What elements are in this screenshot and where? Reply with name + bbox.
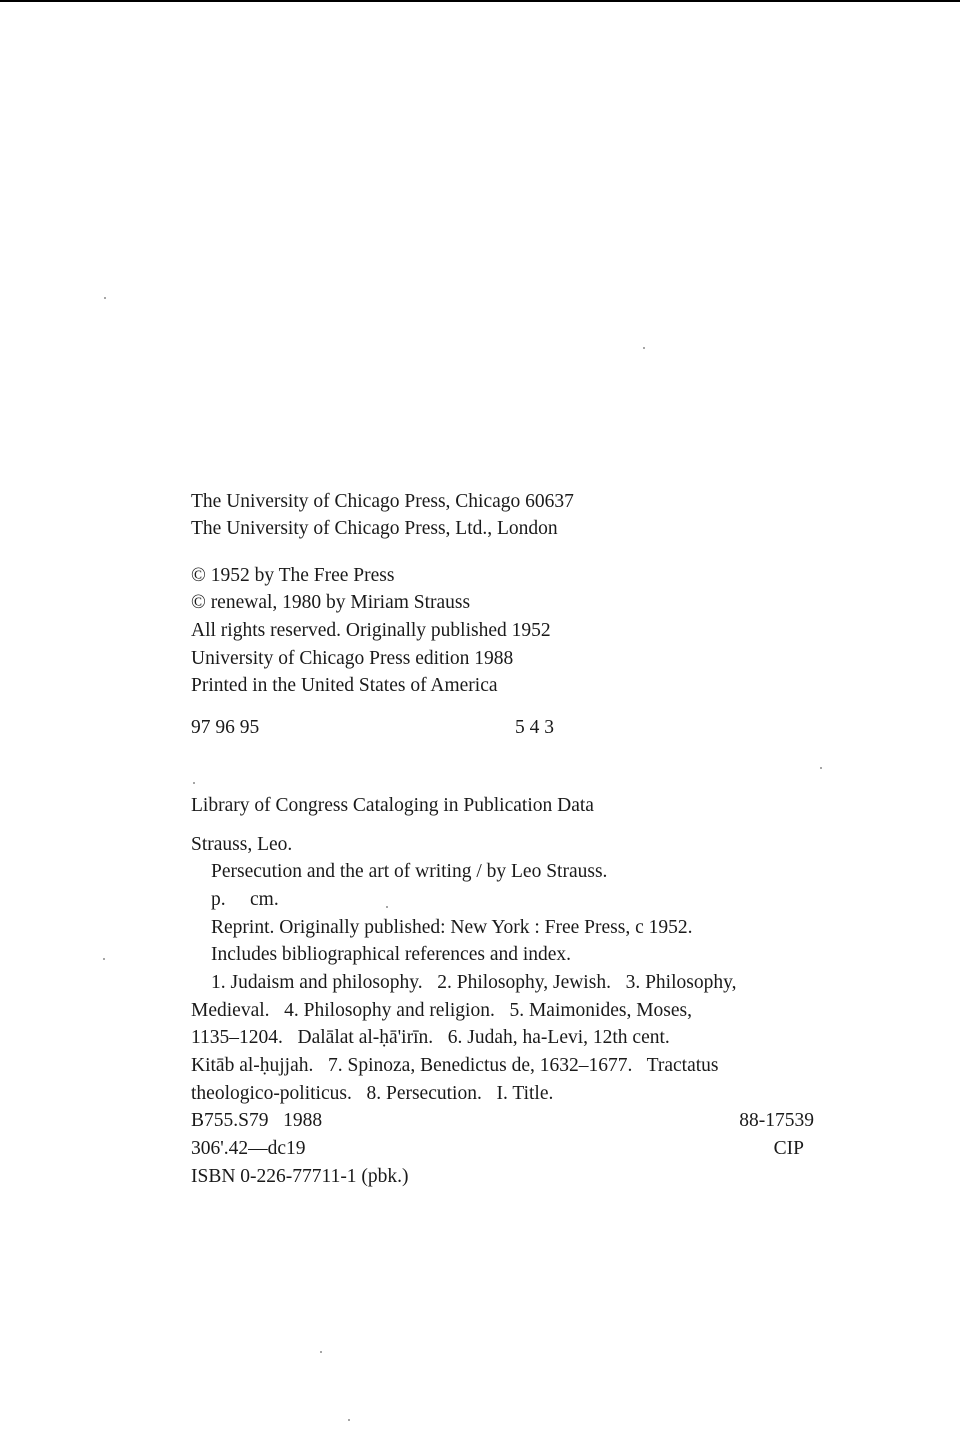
scan-speck xyxy=(348,1419,350,1421)
scan-speck xyxy=(820,767,822,769)
cip-label: CIP xyxy=(773,1138,804,1159)
cip-reprint-note: Reprint. Originally published: New York : Free Press, c 1952. xyxy=(211,917,693,938)
cip-subject-line: Kitāb al-ḥujjah. 7. Spinoza, Benedictus de, 1632–1677. Tractatus xyxy=(191,1055,719,1076)
cip-physical-description: p. cm. xyxy=(211,889,279,910)
printing-years: 97 96 95 xyxy=(191,717,260,738)
cip-dewey-number: 306'.42—dc19 xyxy=(191,1138,306,1159)
scan-speck xyxy=(103,958,105,960)
cip-subject-line: 1135–1204. Dalālat al-ḥā'irīn. 6. Judah, ha-Levi, 12th cent. xyxy=(191,1027,670,1048)
copyright-line-1952: © 1952 by The Free Press xyxy=(191,565,395,586)
edition-line: University of Chicago Press edition 1988 xyxy=(191,648,514,669)
scan-speck xyxy=(643,347,645,349)
scan-speck xyxy=(386,906,388,908)
publisher-line-chicago: The University of Chicago Press, Chicago 60637 xyxy=(191,491,574,512)
scan-speck xyxy=(320,1351,322,1353)
cip-lccn: 88-17539 xyxy=(739,1110,814,1131)
copyright-renewal-line: © renewal, 1980 by Miriam Strauss xyxy=(191,592,471,613)
cip-subject-line: Medieval. 4. Philosophy and religion. 5. Maimonides, Moses, xyxy=(191,1000,693,1021)
cip-heading: Library of Congress Cataloging in Publication Data xyxy=(191,795,594,816)
cip-subject-line: theologico-politicus. 8. Persecution. I. Title. xyxy=(191,1083,554,1104)
cip-subject-line: 1. Judaism and philosophy. 2. Philosophy, Jewish. 3. Philosophy, xyxy=(211,972,737,993)
printed-in-line: Printed in the United States of America xyxy=(191,675,498,696)
cip-author: Strauss, Leo. xyxy=(191,834,293,855)
printing-impressions: 5 4 3 xyxy=(515,717,554,738)
cip-title-line: Persecution and the art of writing / by Leo Strauss. xyxy=(211,861,608,882)
scan-speck xyxy=(193,782,195,784)
publisher-line-london: The University of Chicago Press, Ltd., London xyxy=(191,518,558,539)
top-border-rule xyxy=(0,0,960,2)
rights-reserved-line: All rights reserved. Originally published 1952 xyxy=(191,620,551,641)
cip-call-number: B755.S79 1988 xyxy=(191,1110,323,1131)
cip-bibliography-note: Includes bibliographical references and index. xyxy=(211,944,572,965)
cip-isbn: ISBN 0-226-77711-1 (pbk.) xyxy=(191,1166,409,1187)
scan-speck xyxy=(104,297,106,299)
